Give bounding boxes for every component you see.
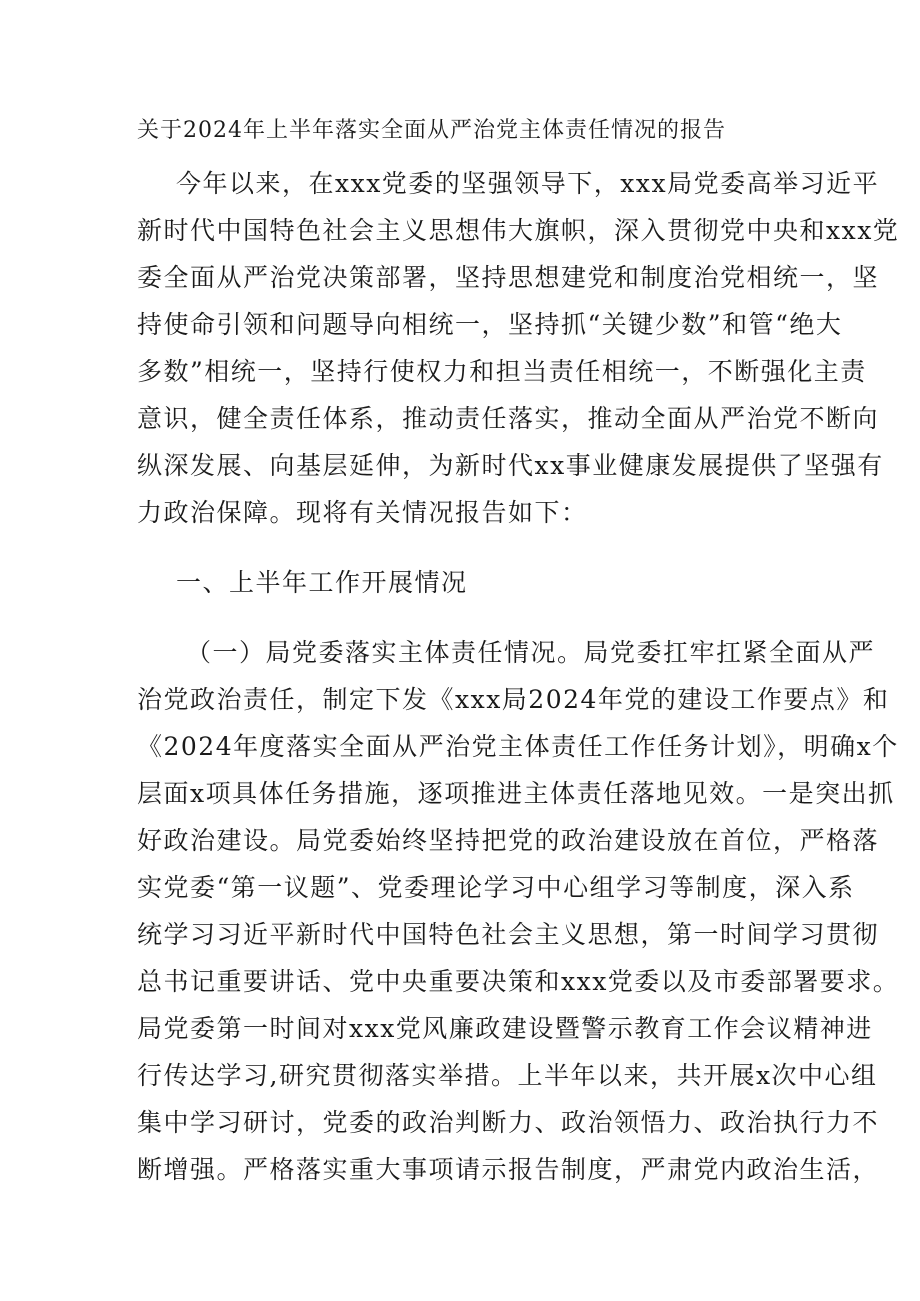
document-title: 关于2024年上半年落实全面从严治党主体责任情况的报告 bbox=[137, 118, 726, 143]
intro-line: 持使命引领和问题导向相统一，坚持抓“关键少数”和管“绝大 bbox=[137, 310, 843, 339]
intro-line: 多数”相统一，坚持行使权力和担当责任相统一，不断强化主责 bbox=[137, 357, 867, 386]
intro-line: 今年以来，在xxx党委的坚强领导下，xxx局党委高举习近平 bbox=[176, 169, 880, 198]
section-line: 《2024年度落实全面从严治党主体责任工作任务计划》，明确x个 bbox=[137, 732, 899, 761]
section-line: （一）局党委落实主体责任情况。局党委扛牢扛紧全面从严 bbox=[186, 638, 876, 667]
section-line: 行传达学习,研究贯彻落实举措。上半年以来，共开展x次中心组 bbox=[137, 1061, 878, 1090]
section-line: 统学习习近平新时代中国特色社会主义思想，第一时间学习贯彻 bbox=[137, 920, 880, 949]
section-line: 治党政治责任，制定下发《xxx局2024年党的建设工作要点》和 bbox=[137, 685, 890, 714]
section-heading: 一、上半年工作开展情况 bbox=[176, 568, 468, 597]
section-line: 好政治建设。局党委始终坚持把党的政治建设放在首位，严格落 bbox=[137, 826, 880, 855]
intro-line: 力政治保障。现将有关情况报告如下： bbox=[137, 498, 588, 527]
section-line: 总书记重要讲话、党中央重要决策和xxx党委以及市委部署要求。 bbox=[137, 967, 900, 996]
section-line: 实党委“第一议题”、党委理论学习中心组学习等制度，深入系 bbox=[137, 873, 855, 902]
section-line: 集中学习研讨，党委的政治判断力、政治领悟力、政治执行力不 bbox=[137, 1108, 880, 1137]
intro-line: 意识，健全责任体系，推动责任落实，推动全面从严治党不断向 bbox=[137, 404, 880, 433]
section-line: 局党委第一时间对xxx党风廉政建设暨警示教育工作会议精神进 bbox=[137, 1014, 873, 1043]
section-line: 断增强。严格落实重大事项请示报告制度，严肃党内政治生活， bbox=[137, 1155, 880, 1184]
section-line: 层面x项具体任务措施，逐项推进主体责任落地见效。一是突出抓 bbox=[137, 779, 895, 808]
intro-line: 新时代中国特色社会主义思想伟大旗帜，深入贯彻党中央和xxx党 bbox=[137, 216, 900, 245]
intro-line: 纵深发展、向基层延伸，为新时代xx事业健康发展提供了坚强有 bbox=[137, 451, 884, 480]
intro-line: 委全面从严治党决策部署，坚持思想建党和制度治党相统一，坚 bbox=[137, 263, 880, 292]
